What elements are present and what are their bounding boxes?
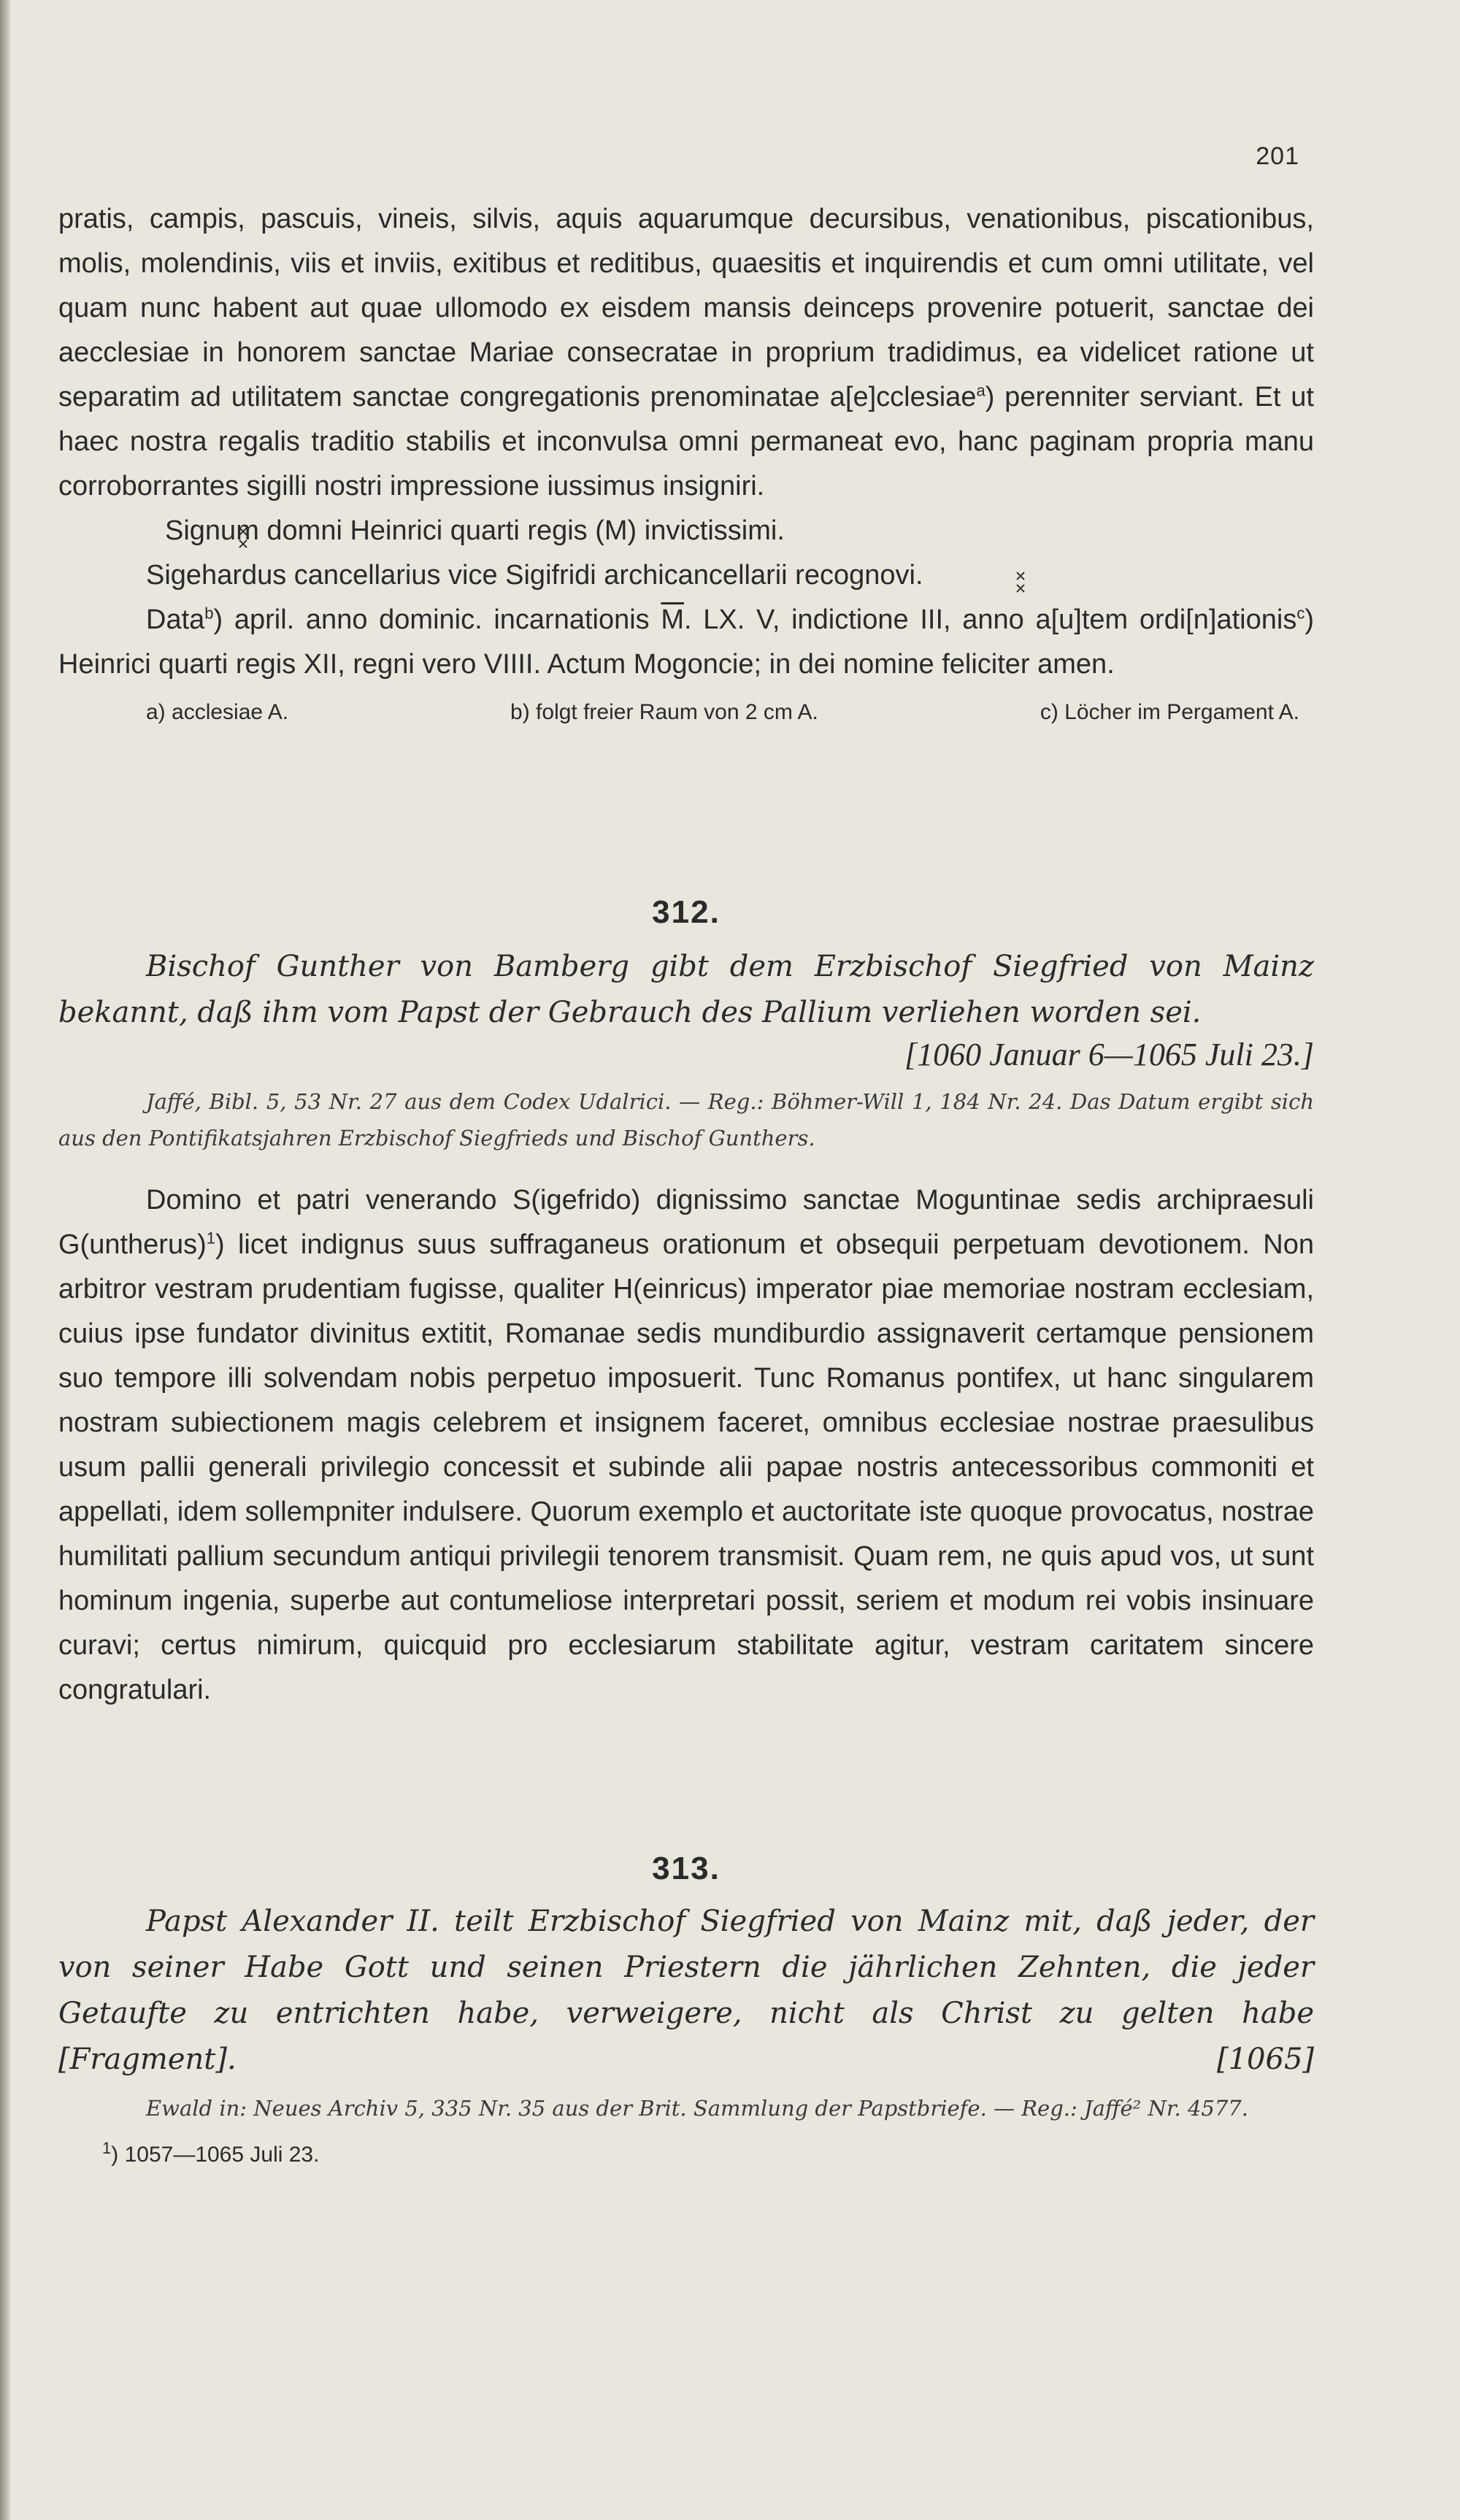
note-c: c) Löcher im Pergament A. [1040, 700, 1299, 724]
note-mark-a: a [976, 381, 986, 400]
doc-312 [58, 894, 1314, 1713]
doc-311-tail [58, 197, 1314, 725]
footnote-mark: 1 [206, 1229, 215, 1248]
date-line: [1065] [1216, 2043, 1314, 2076]
note-mark-b: b [204, 604, 214, 623]
doc-number: 313. [652, 1851, 721, 1886]
dating-clause: Data$^b$) april. anno dominic. incarnationis $\overline{M}$. LX. V, indictione III, anno a[u]tem ordi[n]ationis$^c$) Heinrici quarti regis XII, regni vero VIIII. Actum Mogoncie; in dei nomine feliciter amen. [58, 604, 1314, 680]
signum-line: Signum domni Heinrici quarti regis (M) invictissimi. [58, 509, 1314, 553]
letter-text: Domino et patri venerando S(igefrido) dignissimo sanctae Moguntinae sedis archipraesuli G(untherus)$^1$) licet indignus suus suffraganeus orationum et obsequii perpetuam devotionem. Non arbitror vestram prudentiam fugisse, qualiter H(einricus) imperator piae memoriae nostram ecclesiam, cuius ipse fundator divinitus extitit, Romanae sedis mundiburdio assignaverit certamque pensionem suo tempore illi solvendam nobis perpetuo imposuerit. Tunc Romanus pontifex, ut hanc singularem nostram subiectionem magis celebrem et insignem faceret, omnibus ecclesiae nostrae praesulibus usum pallii generali privilegio concessit et subinde alii papae nostris antecessoribus commoniti et appellati, idem sollempniter indulsere. Quorum exemplo et auctoritate iste quoque provocatus, nostrae humilitati pallium secundum antiqui privilegii tenorem transmisit. Quam rem, ne quis apud vos, ut sunt hominum ingenia, superbe aut contumeliose interpretari possit, seriem et modum rei vobis insinuare curavi; certus nimirum, quicquid pro ecclesiarum stabilitate agitur, vestram caritatem sincere congratulari. [58, 1185, 1314, 1705]
signum-cross-icon [928, 564, 938, 589]
body-paragraph: pratis, campis, pascuis, vineis, silvis, aquis aquarumque decursibus, venationibus, piscationibus, molis, molendinis, viis et inviis, exitibus et reditibus, quaesitis et inquirendis et cum omni utilitate, vel quam nunc habent aut quae ullomodo ex eisdem mansis deinceps provenire potuerit, sanctae dei aecclesiae in honorem sanctae Mariae consecratae in proprium tradidimus, ea videlicet ratione ut separatim ad utilitatem sanctae congregationis prenominatae a[e]cclesiae$^a$) perenniter serviant. Et ut haec nostra regalis traditio stabilis et inconvulsa omni permaneat evo, hanc paginam propria manu corroborrantes sigilli nostri impressione iussimus insigniri. [58, 204, 1314, 502]
source-note: Jaffé, Bibl. 5, 53 Nr. 27 aus dem Codex Udalrici. — Reg.: Böhmer-Will 1, 184 Nr. 24. Das Datum ergibt sich aus den Pontifikatsjahren Erzbischof Siegfrieds und Bischof Gunthers. [58, 1089, 1314, 1150]
footnote-mark: 1 [102, 2139, 112, 2157]
regest: Bischof Gunther von Bamberg gibt dem Erzbischof Siegfried von Mainz bekannt, daß ihm vom Papst der Gebrauch des Pallium verliehen worden sei. [58, 950, 1314, 1029]
regest: Papst Alexander II. teilt Erzbischof Siegfried von Mainz mit, daß jeder, der von seiner Habe Gott und seinen Priestern die jährlichen Zehnten, die jeder Getaufte zu entrichten habe, verweigere, nicht als Christ zu gelten habe [Fragment]. [1065] [58, 1899, 1314, 2083]
note-a: a) acclesiae A. [146, 700, 289, 724]
footnote: $^1$) 1057—1065 Juli 23. [102, 2139, 320, 2167]
note-b: b) folgt freier Raum von 2 cm A. [510, 700, 818, 724]
note-mark-c: c [1296, 604, 1305, 623]
doc-313 [58, 1851, 1314, 2127]
year-m: $\overline{M}$ [661, 604, 685, 635]
doc-number: 312. [652, 894, 721, 930]
recognition-line: Sigehardus cancellarius vice Sigifridi archicancellarii recognovi. [58, 553, 1314, 598]
text-notes [58, 700, 1314, 725]
page-number: 201 [1256, 142, 1299, 170]
signum-cross-icon [150, 520, 161, 545]
source-note: Ewald in: Neues Archiv 5, 335 Nr. 35 aus der Brit. Sammlung der Papstbriefe. — Reg.: Jaffé² Nr. 4577. [146, 2096, 1248, 2121]
date-line: [1060 Januar 6—1065 Juli 23.] [904, 1037, 1314, 1072]
page-edge [0, 0, 10, 2520]
document-page [58, 0, 1314, 2520]
